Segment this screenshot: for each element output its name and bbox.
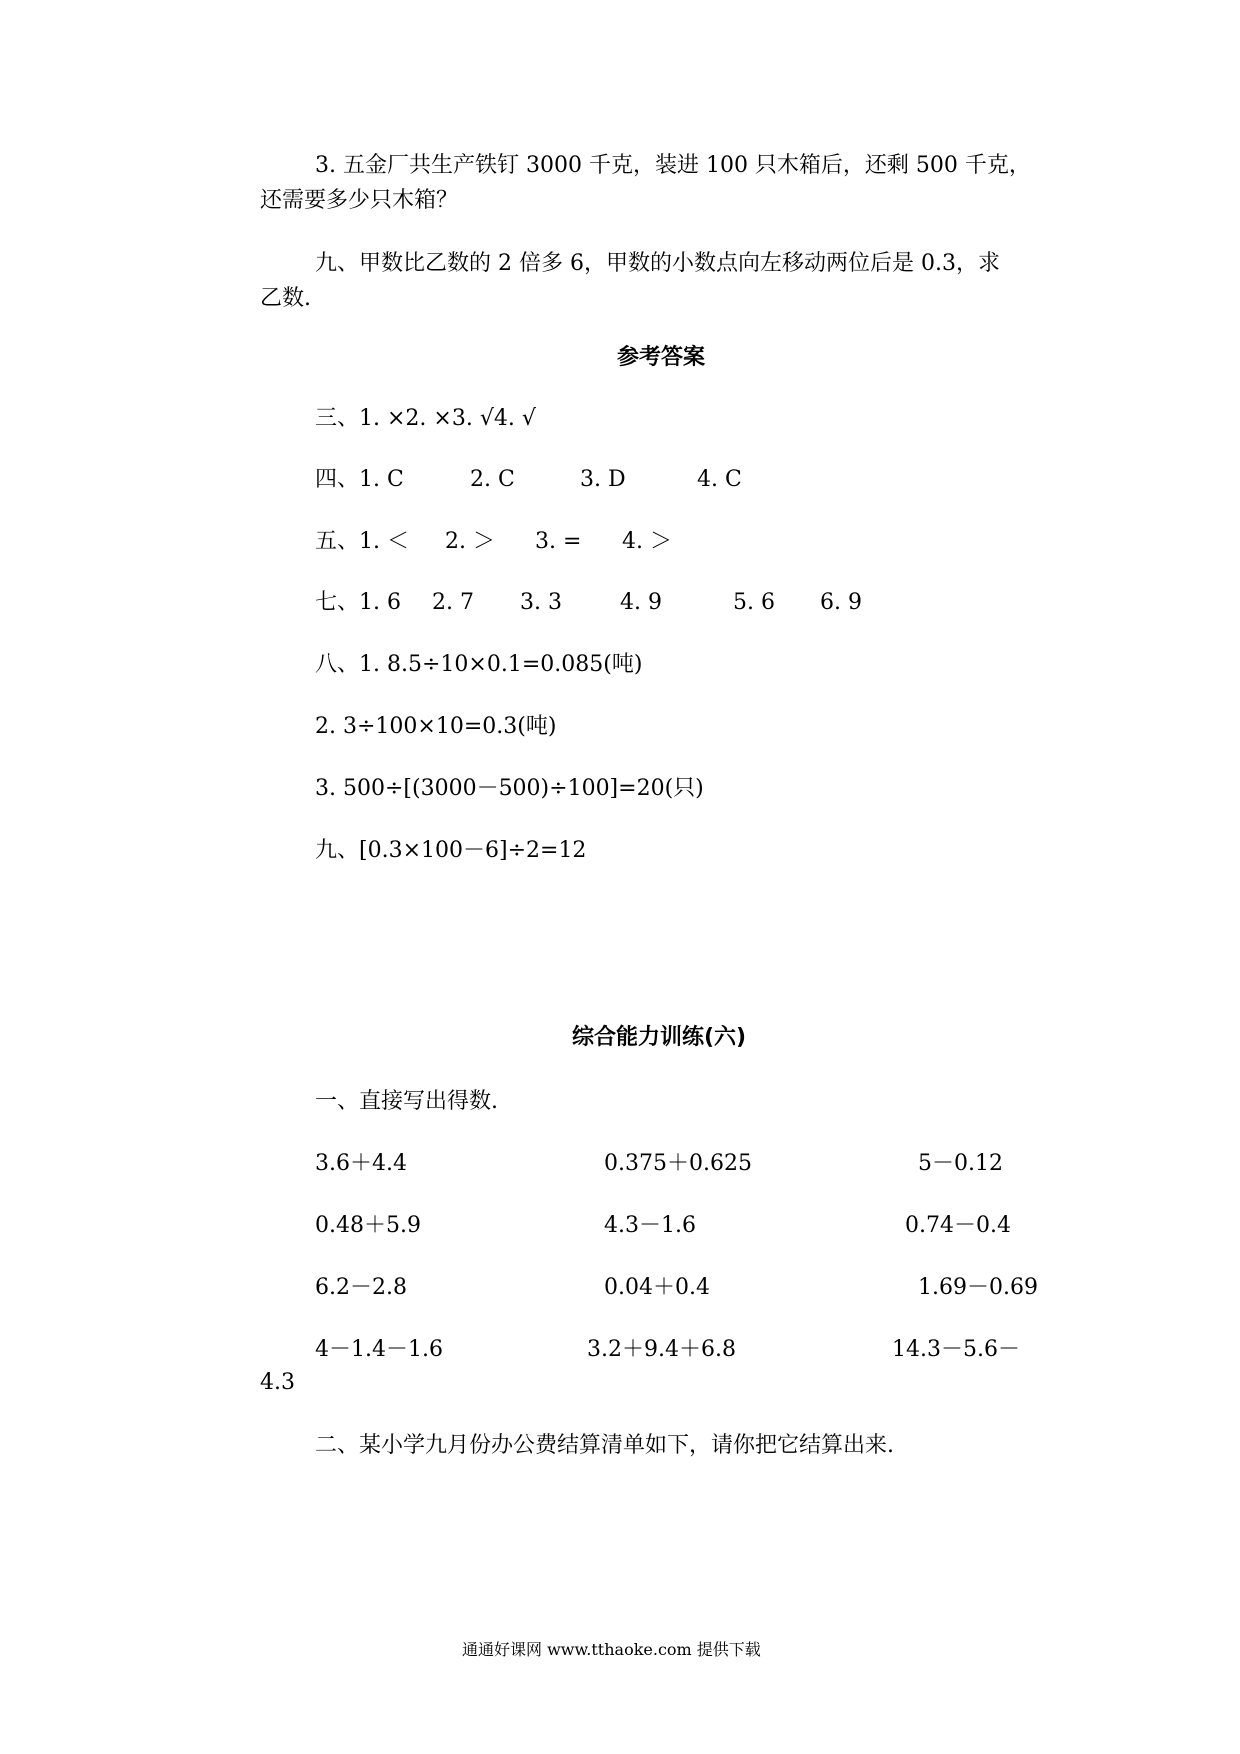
calc-r4-c1: 4－1.4－1.6 bbox=[315, 1337, 443, 1362]
answer-q3: 三、1. ×2. ×3. √4. √ bbox=[315, 406, 536, 431]
calc-r4-wrap: 4.3 bbox=[260, 1370, 295, 1395]
answer-q8-2: 2. 3÷100×10=0.3(吨) bbox=[315, 714, 557, 739]
answer-q7-1: 七、1. 6 bbox=[315, 590, 401, 615]
answer-q5-3: 3. = bbox=[535, 529, 582, 554]
answer-q4-3: 3. D bbox=[580, 467, 626, 492]
calc-r2-c3: 0.74－0.4 bbox=[905, 1213, 1011, 1238]
calc-r1-c2: 0.375＋0.625 bbox=[604, 1151, 752, 1176]
calc-r3-c2: 0.04＋0.4 bbox=[604, 1275, 710, 1300]
answer-q4-2: 2. C bbox=[470, 467, 515, 492]
calc-r2-c2: 4.3－1.6 bbox=[604, 1213, 696, 1238]
answer-q9: 九、[0.3×100－6]÷2=12 bbox=[315, 838, 587, 863]
answer-q7-2: 2. 7 bbox=[432, 590, 474, 615]
answer-q4-4: 4. C bbox=[697, 467, 742, 492]
calc-r3-c1: 6.2－2.8 bbox=[315, 1275, 407, 1300]
calc-r2-c1: 0.48＋5.9 bbox=[315, 1213, 421, 1238]
training-title: 综合能力训练(六) bbox=[572, 1025, 747, 1050]
calc-r4-c3: 14.3－5.6－ bbox=[892, 1337, 1020, 1362]
calc-r1-c3: 5－0.12 bbox=[918, 1151, 1003, 1176]
answers-title: 参考答案 bbox=[617, 345, 706, 370]
answer-q7-3: 3. 3 bbox=[520, 590, 562, 615]
answer-q8-3: 3. 500÷[(3000－500)÷100]=20(只) bbox=[315, 776, 704, 801]
answer-q5-1: 五、1. ＜ bbox=[315, 529, 409, 554]
answer-q7-5: 5. 6 bbox=[733, 590, 775, 615]
answer-q5-4: 4. ＞ bbox=[622, 529, 672, 554]
answer-q8-1: 八、1. 8.5÷10×0.1=0.085(吨) bbox=[315, 652, 643, 677]
problem-3-line2: 还需要多少只木箱？ bbox=[260, 188, 459, 213]
training-q2-title: 二、某小学九月份办公费结算清单如下，请你把它结算出来. bbox=[315, 1433, 894, 1458]
answer-q4-1: 四、1. C bbox=[315, 467, 404, 492]
calc-r3-c3: 1.69－0.69 bbox=[918, 1275, 1038, 1300]
problem-9-line1: 九、甲数比乙数的 2 倍多 6，甲数的小数点向左移动两位后是 0.3，求 bbox=[315, 251, 1000, 276]
problem-9-line2: 乙数. bbox=[260, 286, 311, 311]
training-q1-title: 一、直接写出得数. bbox=[315, 1089, 498, 1114]
answer-q7-6: 6. 9 bbox=[820, 590, 862, 615]
calc-r4-c2: 3.2＋9.4＋6.8 bbox=[587, 1337, 736, 1362]
answer-q5-2: 2. ＞ bbox=[445, 529, 495, 554]
answer-q7-4: 4. 9 bbox=[620, 590, 662, 615]
page-footer: 通通好课网 www.tthaoke.com 提供下载 bbox=[462, 1640, 761, 1659]
calc-r1-c1: 3.6＋4.4 bbox=[315, 1151, 407, 1176]
problem-3-line1: 3. 五金厂共生产铁钉 3000 千克，装进 100 只木箱后，还剩 500 千克， bbox=[315, 153, 1031, 178]
